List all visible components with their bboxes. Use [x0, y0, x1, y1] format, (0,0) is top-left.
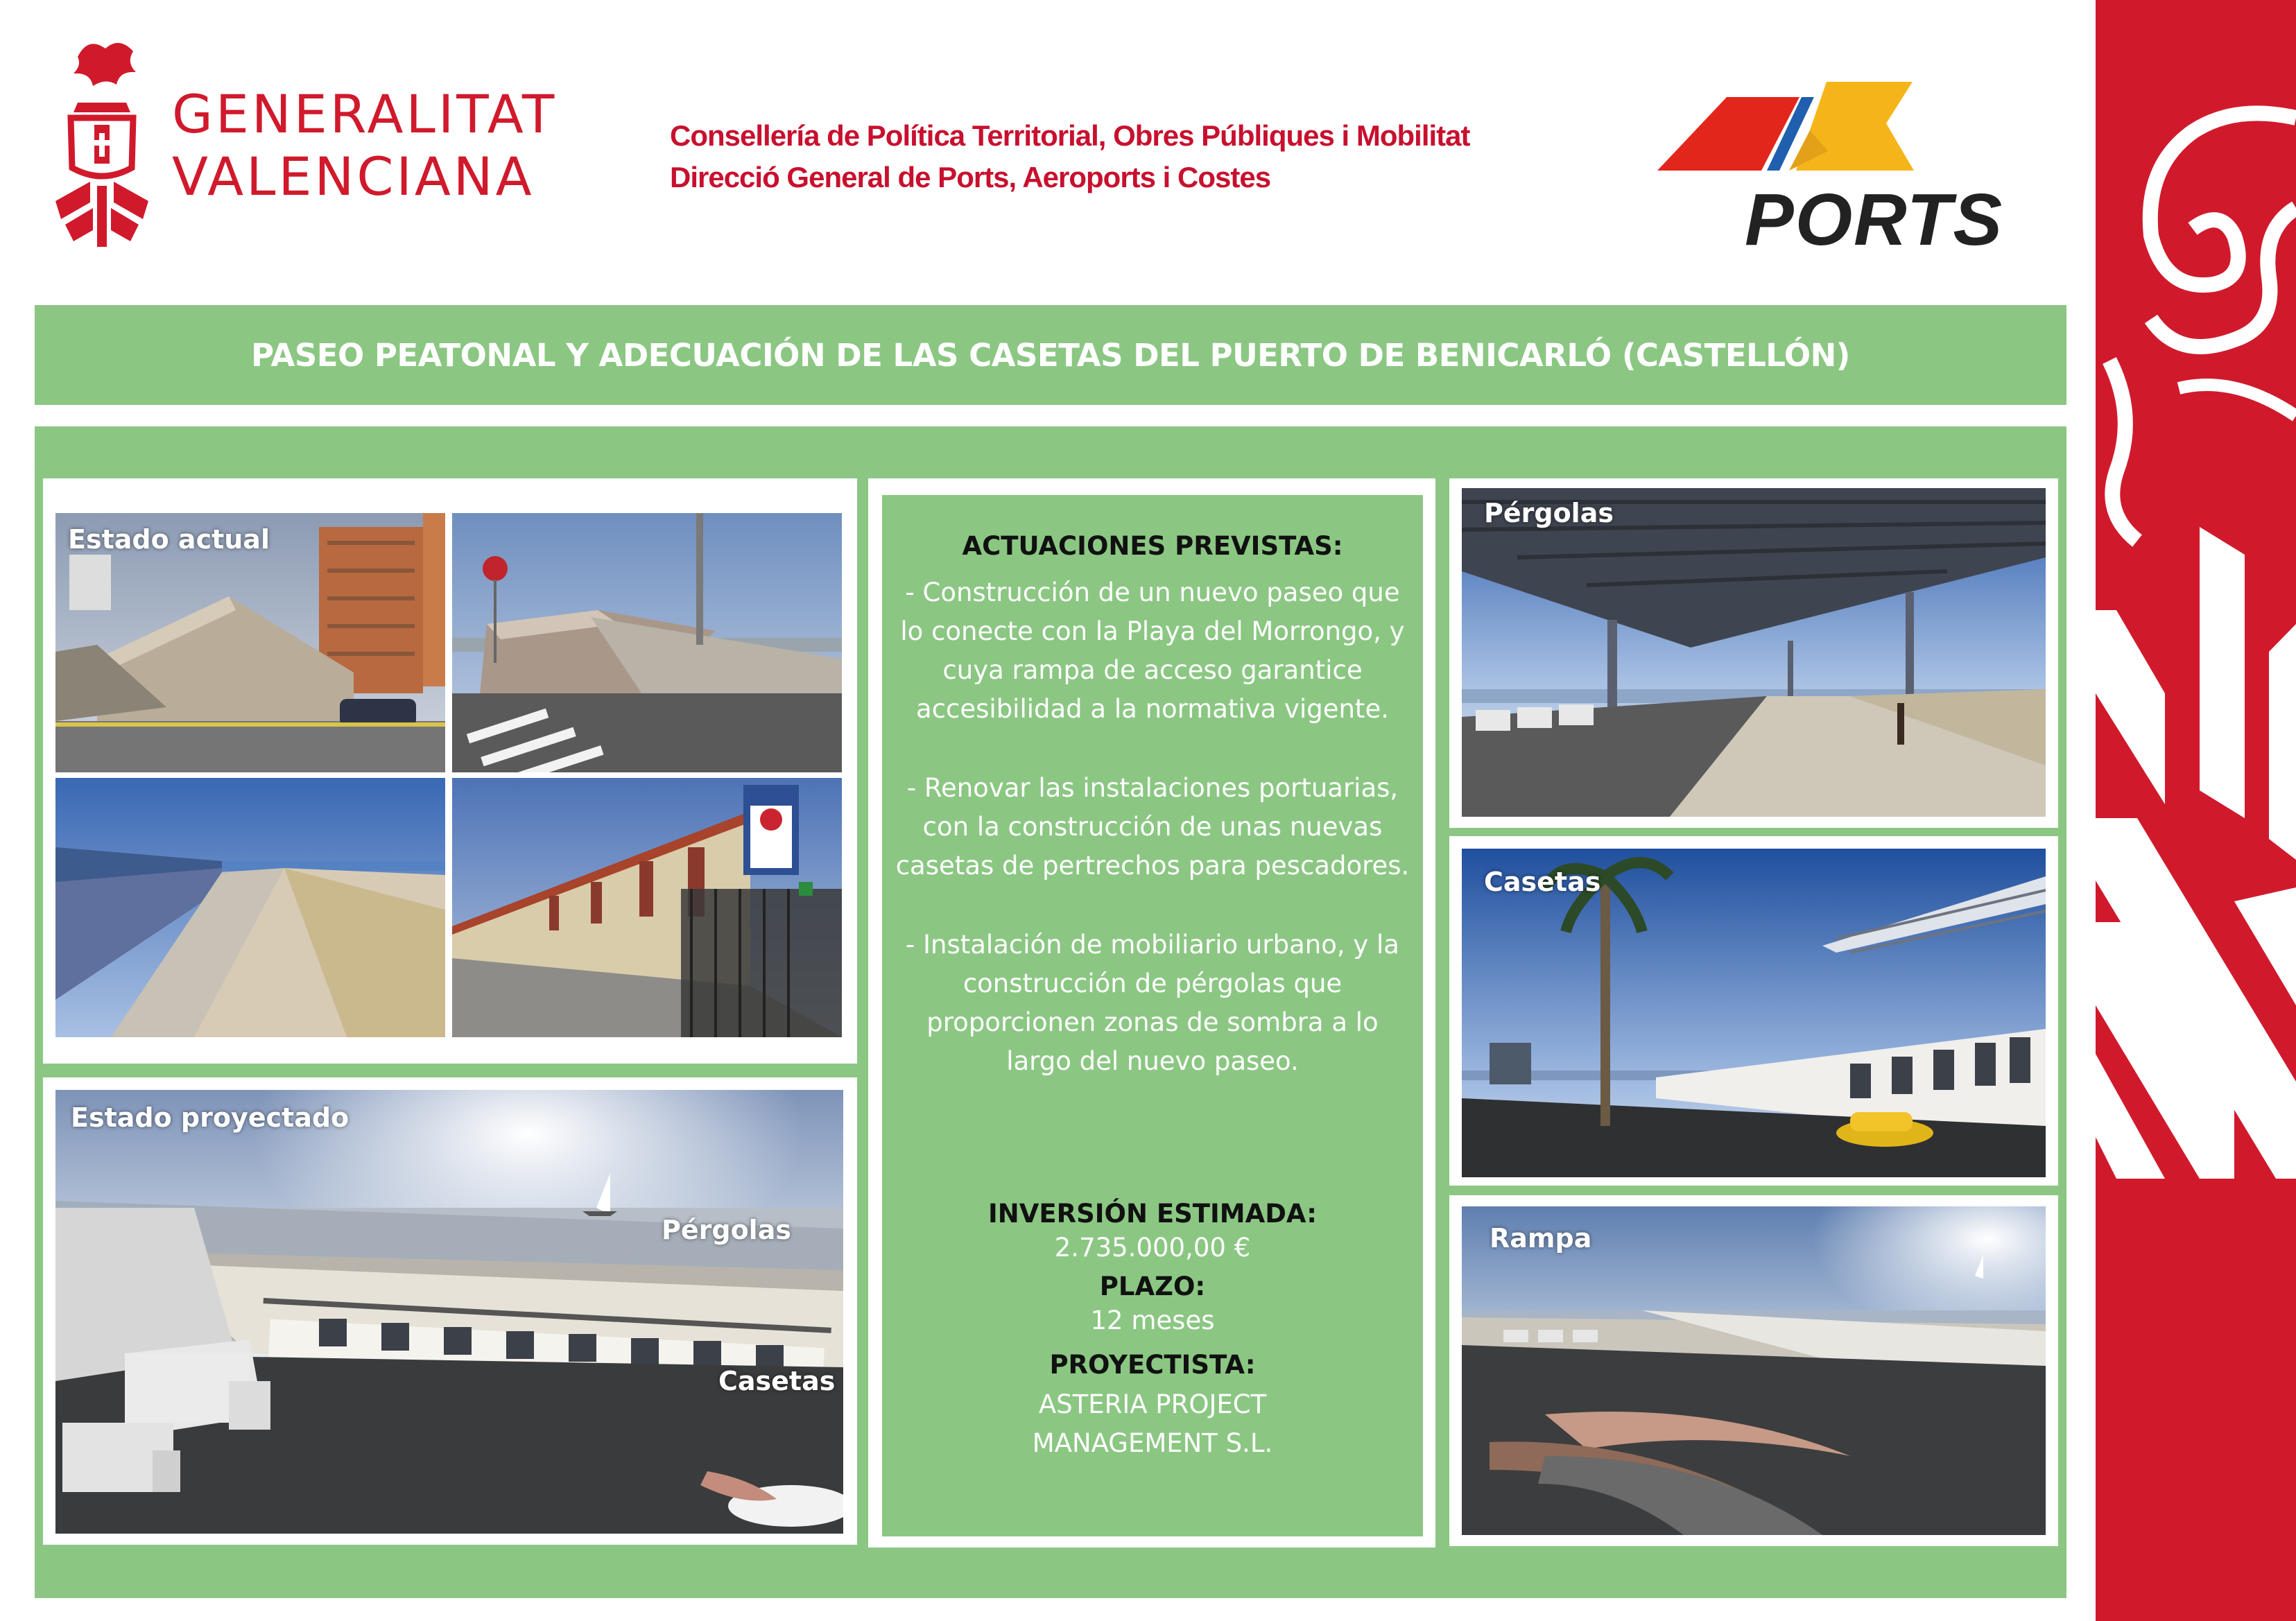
generalitat-crest-icon — [50, 36, 154, 258]
proyectista-heading: PROYECTISTA: — [1049, 1350, 1256, 1380]
actuacion-item-3: - Instalación de mobiliario urbano, y la construcción de pérgolas que proporcionen zonas de sombra a lo largo del nuevo paseo. — [906, 930, 1399, 1076]
plazo-heading: PLAZO: — [1099, 1272, 1206, 1301]
pergolas-render — [1462, 488, 2046, 817]
actuaciones-heading: ACTUACIONES PREVISTAS: — [962, 531, 1343, 561]
projected-state-label: Estado proyectado — [71, 1102, 349, 1133]
pergolas-label: Pérgolas — [1484, 498, 1614, 528]
senyera-decorative-band — [2096, 0, 2296, 1621]
current-photo-2 — [452, 513, 842, 772]
proyectista-value: ASTERIA PROJECT MANAGEMENT S.L. — [1032, 1389, 1273, 1458]
current-photo-4 — [452, 778, 842, 1037]
subtitle-line-2: Direcció General de Ports, Aeroports i Costes — [670, 161, 1271, 193]
actuacion-item-1: - Construcción de un nuevo paseo que lo conecte con la Playa del Morrongo, y cuya rampa de acceso garantice accesibilidad a la normativa vigente. — [900, 578, 1405, 724]
ports-logo-text: PORTS — [1745, 179, 2004, 261]
organization-name: GENERALITAT VALENCIANA — [172, 83, 558, 207]
casetas-label: Casetas — [1484, 867, 1601, 897]
current-photo-3 — [55, 778, 445, 1037]
title-bar — [35, 305, 2066, 405]
subtitle-line-1: Consellería de Política Territorial, Obres Públiques i Mobilitat — [670, 119, 1470, 152]
projected-aerial-render — [55, 1090, 843, 1534]
ports-flag-icon — [1657, 82, 1914, 175]
inversion-value: 2.735.000,00 € — [1054, 1233, 1251, 1263]
plazo-value: 12 meses — [1090, 1306, 1215, 1335]
page-title: PASEO PEATONAL Y ADECUACIÓN DE LAS CASETAS DEL PUERTO DE BENICARLÓ (CASTELLÓN) — [251, 336, 1850, 374]
actuacion-item-2: - Renovar las instalaciones portuarias, con la construcción de unas nuevas casetas de pertrechos para pescadores. — [895, 773, 1410, 881]
projected-casetas-label: Casetas — [718, 1366, 836, 1396]
casetas-render — [1462, 849, 2046, 1177]
projected-pergolas-label: Pérgolas — [662, 1215, 791, 1245]
rampa-label: Rampa — [1490, 1223, 1592, 1254]
rampa-render — [1462, 1206, 2046, 1535]
department-subtitle — [670, 115, 1641, 198]
info-box — [882, 495, 1423, 1536]
current-state-label: Estado actual — [68, 524, 270, 555]
inversion-heading: INVERSIÓN ESTIMADA: — [987, 1199, 1318, 1229]
